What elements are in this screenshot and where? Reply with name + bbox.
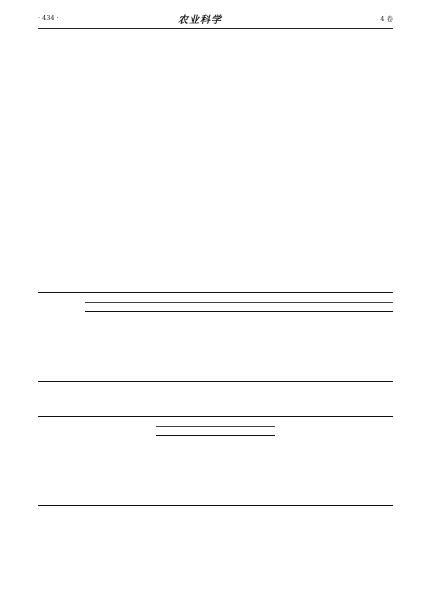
table2-row	[38, 364, 393, 373]
table2-cell	[369, 347, 393, 356]
table2-cell	[109, 321, 133, 330]
table3-cell	[235, 496, 274, 505]
table3-cell	[196, 436, 235, 445]
table2-cell	[133, 321, 157, 330]
table2-cell	[346, 364, 370, 373]
table2-cell	[62, 329, 86, 338]
table2-cell	[322, 347, 346, 356]
table2-header	[251, 302, 275, 312]
table2-row	[38, 329, 393, 338]
table2-cell	[204, 372, 228, 381]
table2-cell	[369, 338, 393, 347]
table2-cell	[251, 372, 275, 381]
table2-cell	[133, 329, 157, 338]
table2-cell	[133, 355, 157, 364]
page-number: · 434 ·	[38, 14, 59, 22]
table3-cell	[156, 445, 195, 454]
table2-cell	[322, 312, 346, 321]
table3-cell	[156, 436, 195, 445]
table2-header	[346, 302, 370, 312]
table2-cell	[227, 338, 251, 347]
table2-cell	[133, 338, 157, 347]
table2-cell	[180, 355, 204, 364]
table2-cell	[62, 372, 86, 381]
table3-cell	[354, 479, 394, 488]
table3-cell	[275, 471, 314, 480]
table3-cell	[196, 488, 235, 497]
journal-title: 农业科学	[178, 15, 222, 26]
table2-header	[133, 302, 157, 312]
table2-cell	[322, 321, 346, 330]
table2-cell	[156, 364, 180, 373]
table3-cell	[275, 436, 314, 445]
table2-header	[109, 302, 133, 312]
table2-cell	[156, 355, 180, 364]
table2-cell	[62, 364, 86, 373]
table3-header	[196, 426, 235, 436]
table2-row	[38, 312, 393, 321]
table2-cell	[251, 355, 275, 364]
table2-row	[38, 347, 393, 356]
table2-cell	[251, 321, 275, 330]
table2-cell	[38, 364, 62, 373]
table2-cell	[275, 312, 299, 321]
table3-cell	[77, 488, 116, 497]
table2-cell	[109, 329, 133, 338]
table3-row	[38, 496, 393, 505]
table3-row	[38, 479, 393, 488]
table2-cell	[298, 329, 322, 338]
table2-header	[227, 302, 251, 312]
table2-cell	[298, 372, 322, 381]
table2-cell	[369, 312, 393, 321]
table3-cell	[314, 436, 353, 445]
table3-cell	[77, 445, 116, 454]
table2-cell	[275, 355, 299, 364]
table2-cell	[275, 338, 299, 347]
table3-cell	[275, 453, 314, 462]
table3-cell	[77, 462, 116, 471]
table2-cell	[204, 312, 228, 321]
table2-cell	[204, 329, 228, 338]
table2-cell	[180, 347, 204, 356]
table3-cell	[354, 471, 394, 480]
table2-cell	[62, 338, 86, 347]
table2-cell	[180, 312, 204, 321]
table3-header	[354, 417, 394, 436]
table3-header	[117, 417, 156, 436]
table2-header	[180, 302, 204, 312]
table2-cell	[204, 321, 228, 330]
table2-cell	[85, 329, 109, 338]
table2-cell	[369, 321, 393, 330]
table2-row	[38, 338, 393, 347]
table2-row	[38, 355, 393, 364]
table3-cell	[77, 479, 116, 488]
table2-header	[275, 302, 299, 312]
table2-cell	[156, 329, 180, 338]
table3-row	[38, 445, 393, 454]
table2-cell	[156, 312, 180, 321]
table3-cell	[77, 471, 116, 480]
table2-cell	[204, 355, 228, 364]
table2-cell	[156, 347, 180, 356]
table3-cell	[275, 462, 314, 471]
table2-cell	[369, 329, 393, 338]
table2-cell	[275, 364, 299, 373]
table2-cell	[275, 372, 299, 381]
table3-header	[156, 426, 195, 436]
table3-row	[38, 453, 393, 462]
table3-cell	[196, 479, 235, 488]
table2-cell	[322, 372, 346, 381]
table2-cell	[227, 329, 251, 338]
table3-cell	[156, 462, 195, 471]
table2-cell	[156, 338, 180, 347]
table2-cell	[322, 338, 346, 347]
table3-cell	[117, 436, 156, 445]
volume-label: 4 卷	[380, 15, 393, 23]
table2-cell	[369, 355, 393, 364]
table2-cell	[133, 364, 157, 373]
table2-cell	[346, 312, 370, 321]
table2-cell	[298, 364, 322, 373]
table2-cell	[180, 338, 204, 347]
table3-cell	[77, 496, 116, 505]
table3-cell	[117, 445, 156, 454]
table2-cell	[38, 321, 62, 330]
table2-cell	[38, 329, 62, 338]
table2-cell	[109, 364, 133, 373]
table3-cell	[38, 436, 77, 445]
table2-header	[298, 302, 322, 312]
table3-cell	[235, 453, 274, 462]
table3-cell	[235, 436, 274, 445]
table3-cell	[77, 436, 116, 445]
table2-cell	[85, 312, 109, 321]
table3-group-header	[156, 417, 274, 427]
table2-cell	[85, 338, 109, 347]
table2-header	[204, 302, 228, 312]
table3	[38, 416, 393, 506]
table2-cell	[251, 329, 275, 338]
table2-cell	[346, 321, 370, 330]
table3-cell	[314, 488, 353, 497]
table3-header	[77, 417, 116, 436]
table3-cell	[38, 471, 77, 480]
table2-cell	[133, 312, 157, 321]
table3-header	[235, 426, 274, 436]
table2-group-header	[85, 293, 203, 303]
table3-cell	[354, 436, 394, 445]
table2-header	[156, 302, 180, 312]
table3-cell	[156, 479, 195, 488]
table2-cell	[346, 347, 370, 356]
table2-cell	[298, 312, 322, 321]
table3-cell	[314, 471, 353, 480]
table2-cell	[109, 347, 133, 356]
table2-row	[38, 372, 393, 381]
table3-cell	[117, 462, 156, 471]
table2-cell	[62, 355, 86, 364]
table2-cell	[62, 312, 86, 321]
table2-cell	[38, 347, 62, 356]
table3-cell	[196, 462, 235, 471]
table3-header	[275, 417, 314, 436]
table3-cell	[314, 496, 353, 505]
table3-cell	[77, 453, 116, 462]
table2-cell	[109, 372, 133, 381]
table2-cell	[275, 321, 299, 330]
table3-cell	[354, 496, 394, 505]
table3-cell	[275, 496, 314, 505]
table2	[38, 292, 393, 382]
table3-cell	[314, 445, 353, 454]
table3-header	[314, 417, 353, 436]
table2-cell	[251, 347, 275, 356]
table2-cell	[369, 372, 393, 381]
table3-row	[38, 436, 393, 445]
table3-cell	[38, 479, 77, 488]
table3-cell	[354, 453, 394, 462]
table2-cell	[298, 321, 322, 330]
table3-cell	[38, 496, 77, 505]
table2-cell	[180, 372, 204, 381]
table3-cell	[156, 471, 195, 480]
table3-cell	[156, 488, 195, 497]
table3-cell	[314, 479, 353, 488]
table2-cell	[346, 355, 370, 364]
table3-header	[38, 417, 77, 436]
table2-cell	[38, 312, 62, 321]
table2-cell	[227, 355, 251, 364]
table3-cell	[38, 488, 77, 497]
table3-cell	[38, 445, 77, 454]
table2-cell	[204, 347, 228, 356]
table2-group-header	[298, 293, 393, 303]
table3-cell	[235, 479, 274, 488]
table2-cell	[180, 321, 204, 330]
table3-cell	[117, 471, 156, 480]
table3-row	[38, 471, 393, 480]
table2-cell	[322, 364, 346, 373]
table3-cell	[314, 453, 353, 462]
table2-header	[322, 302, 346, 312]
table2-header	[38, 293, 62, 312]
table2-cell	[85, 372, 109, 381]
table2-cell	[227, 312, 251, 321]
table2-cell	[251, 338, 275, 347]
table3-cell	[117, 479, 156, 488]
table2-cell	[346, 329, 370, 338]
table2-cell	[85, 355, 109, 364]
table2-cell	[109, 312, 133, 321]
table2-header	[85, 302, 109, 312]
table2-cell	[85, 347, 109, 356]
table3-cell	[235, 471, 274, 480]
table3-cell	[354, 445, 394, 454]
table2-cell	[298, 355, 322, 364]
table3-cell	[275, 479, 314, 488]
table2-cell	[109, 338, 133, 347]
table3-cell	[156, 496, 195, 505]
table3-cell	[275, 445, 314, 454]
table2-cell	[298, 338, 322, 347]
table2-cell	[133, 372, 157, 381]
table2-row	[38, 321, 393, 330]
table3-cell	[235, 488, 274, 497]
table3-row	[38, 488, 393, 497]
table3-cell	[235, 462, 274, 471]
running-header	[38, 12, 393, 29]
table3-cell	[196, 445, 235, 454]
table2-cell	[38, 372, 62, 381]
table2-cell	[109, 355, 133, 364]
table3-cell	[354, 488, 394, 497]
table2-cell	[298, 347, 322, 356]
table2-cell	[156, 321, 180, 330]
table2-cell	[85, 321, 109, 330]
table2-cell	[204, 338, 228, 347]
table3-row	[38, 462, 393, 471]
table2-cell	[227, 372, 251, 381]
table3-cell	[196, 453, 235, 462]
table2-header	[369, 302, 393, 312]
table2-cell	[322, 329, 346, 338]
table3-cell	[117, 488, 156, 497]
table3-cell	[314, 462, 353, 471]
table3-cell	[117, 453, 156, 462]
table3-cell	[38, 453, 77, 462]
table2-cell	[62, 321, 86, 330]
table2-cell	[369, 364, 393, 373]
table2-cell	[156, 372, 180, 381]
table2-cell	[275, 347, 299, 356]
table3-cell	[354, 462, 394, 471]
table2-cell	[346, 372, 370, 381]
table2-cell	[275, 329, 299, 338]
table2-cell	[346, 338, 370, 347]
table2-cell	[180, 364, 204, 373]
table3-cell	[38, 462, 77, 471]
table2-cell	[322, 355, 346, 364]
table2-cell	[227, 364, 251, 373]
table2-group-header	[204, 293, 299, 303]
table2-cell	[180, 329, 204, 338]
table2-cell	[227, 347, 251, 356]
table2-cell	[38, 355, 62, 364]
table3-cell	[156, 453, 195, 462]
table2-cell	[251, 312, 275, 321]
table2-cell	[133, 347, 157, 356]
table2-cell	[38, 338, 62, 347]
table3-cell	[196, 471, 235, 480]
table3-cell	[196, 496, 235, 505]
table2-header	[62, 293, 86, 312]
table2-cell	[85, 364, 109, 373]
table2-cell	[227, 321, 251, 330]
table2-cell	[251, 364, 275, 373]
table3-cell	[117, 496, 156, 505]
table3-cell	[235, 445, 274, 454]
table2-cell	[204, 364, 228, 373]
table2-cell	[62, 347, 86, 356]
table3-cell	[275, 488, 314, 497]
